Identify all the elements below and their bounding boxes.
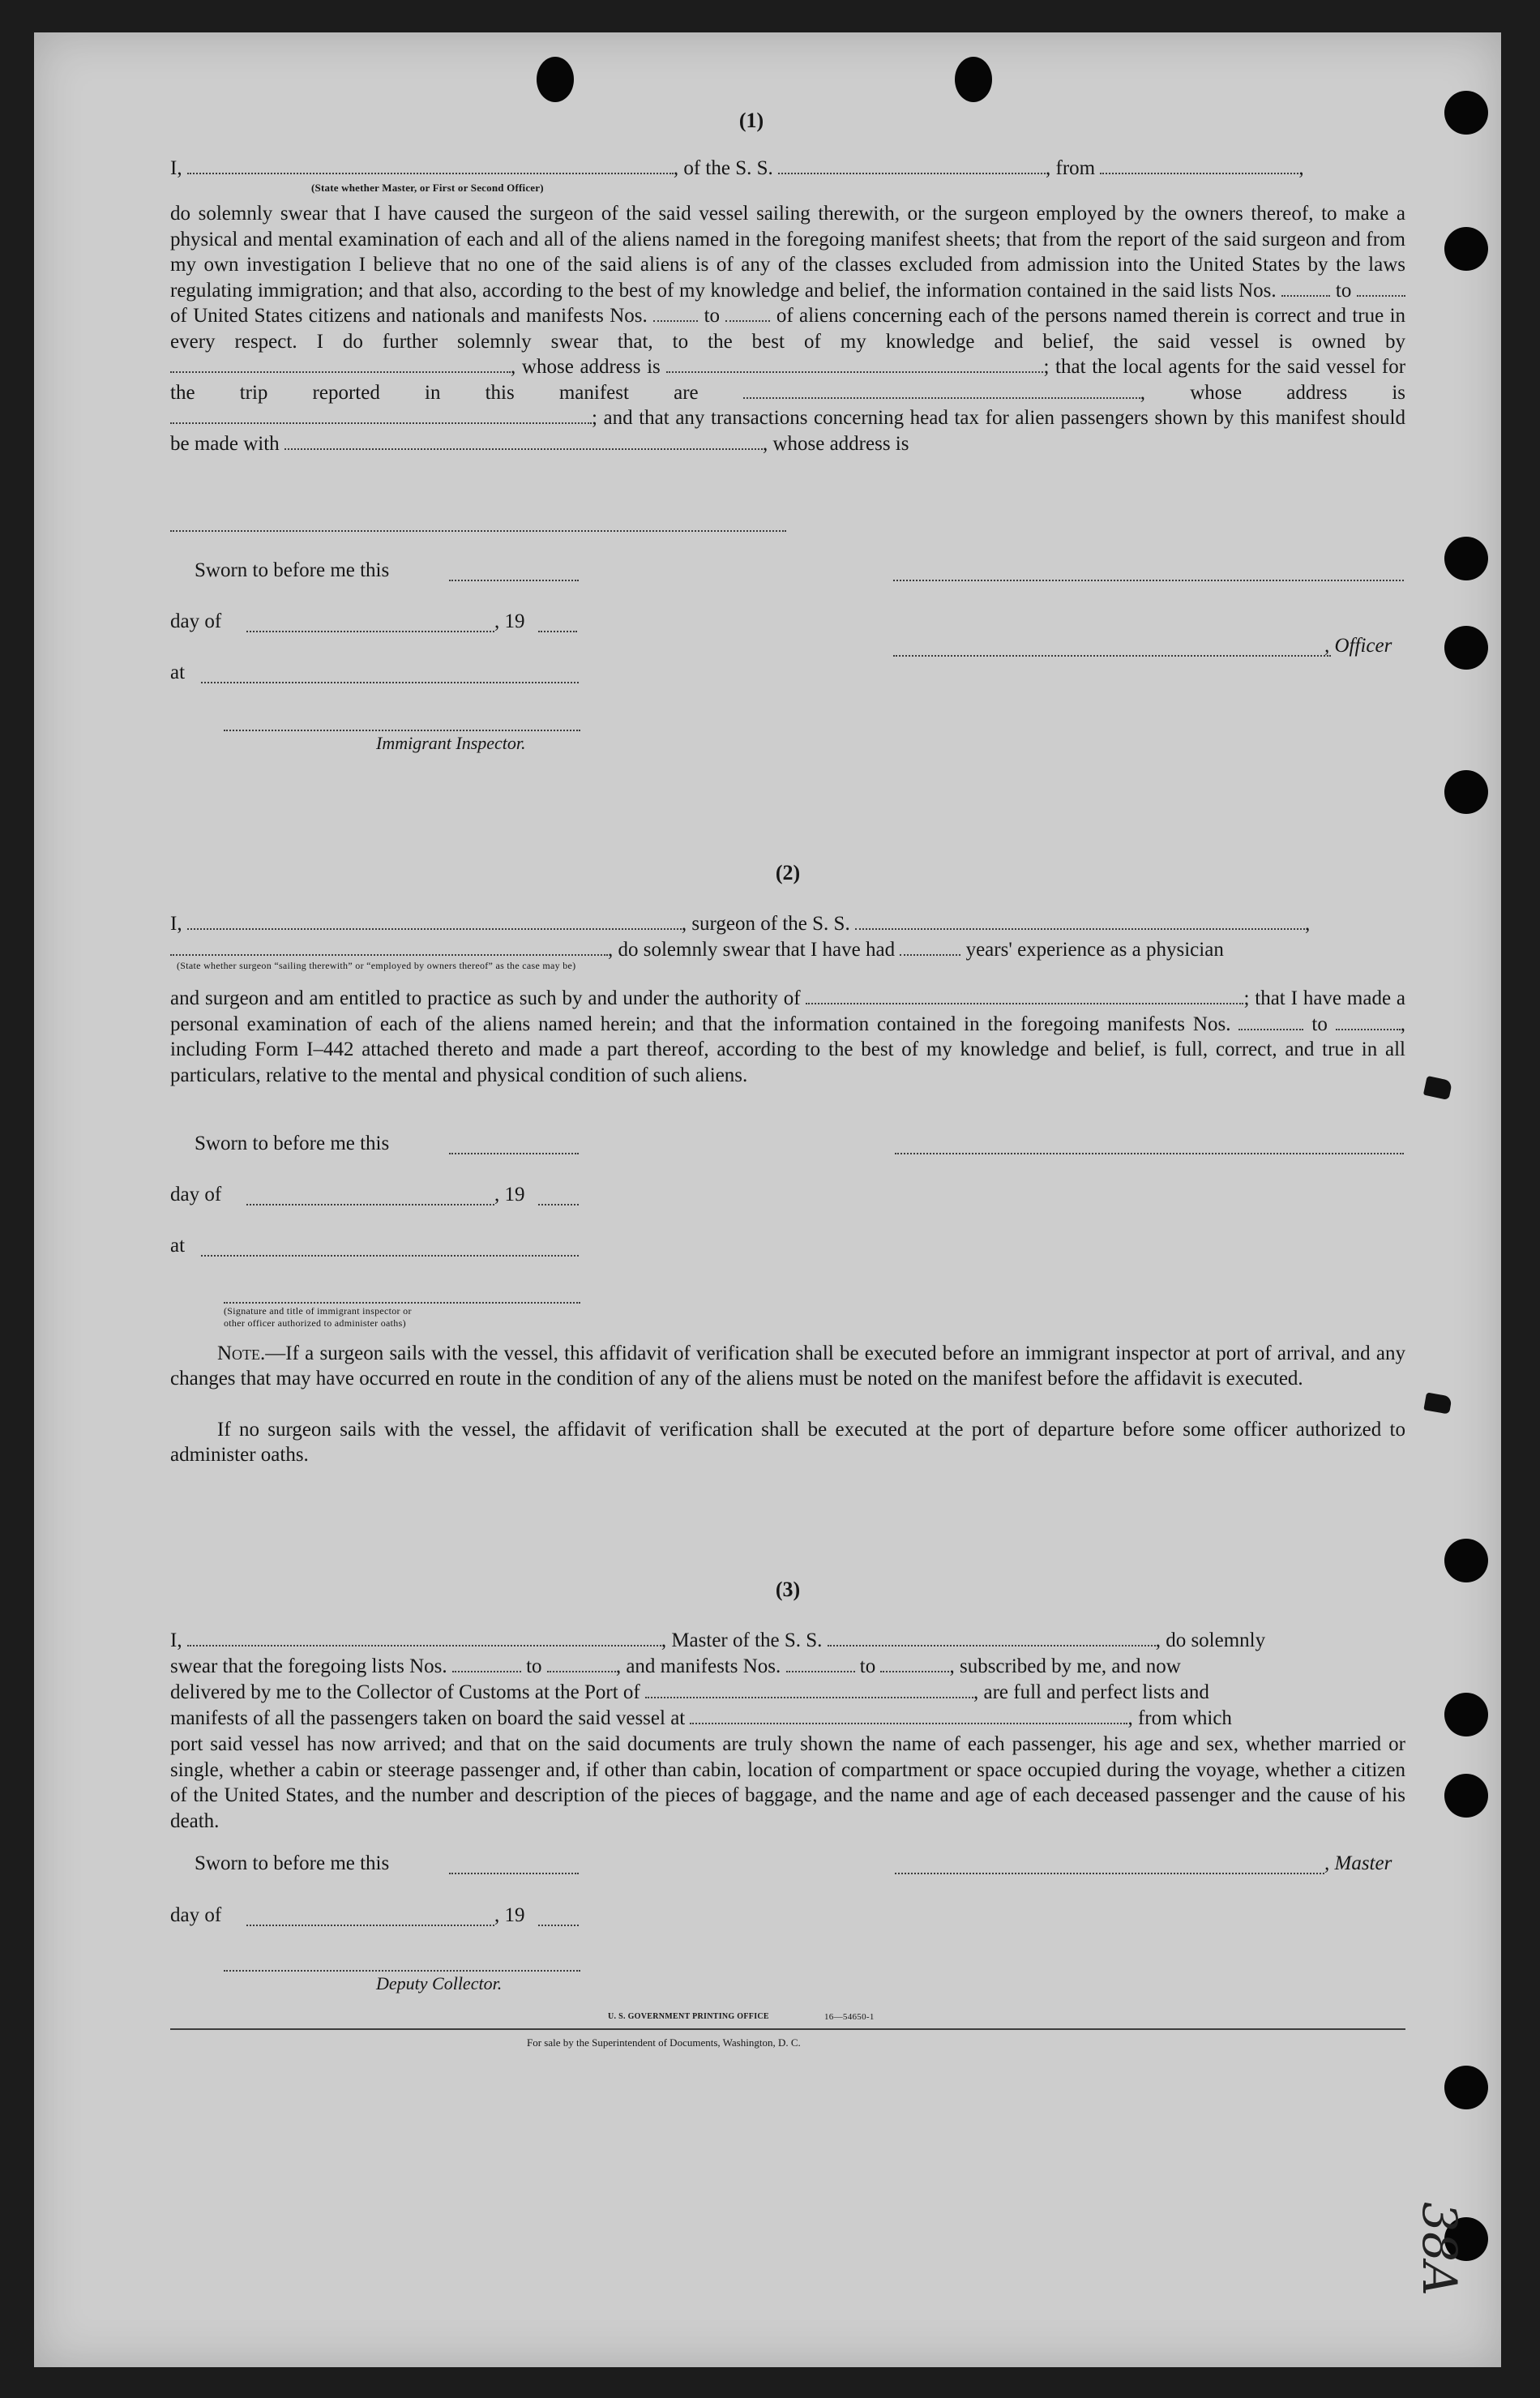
officer-signature-field-1[interactable] — [893, 580, 1404, 581]
sworn-label: Sworn to before me this — [195, 559, 390, 581]
year-label-3: , 19 — [494, 1904, 525, 1926]
punch-hole — [955, 57, 992, 102]
owner-field[interactable] — [170, 355, 511, 373]
authority-field[interactable] — [806, 987, 1243, 1004]
years-experience-field[interactable] — [900, 938, 960, 956]
margin-note: 38A — [1412, 2202, 1468, 2296]
day-of-label-3: day of — [170, 1904, 222, 1926]
section-3-second-line: swear that the foregoing lists Nos. to , and manifests Nos. to , subscribed by me, and now — [170, 1655, 1181, 1677]
year-label-2: , 19 — [494, 1184, 525, 1205]
at-label: at — [170, 662, 186, 683]
at-place-field-2[interactable] — [201, 1255, 579, 1257]
section-3-third-line: delivered by me to the Collector of Customs at the Port of , are full and perfect lists and — [170, 1681, 1209, 1703]
gpo-imprint: U. S. GOVERNMENT PRINTING OFFICE — [608, 2012, 769, 2021]
sig-note-2: other officer authorized to administer oaths) — [224, 1317, 406, 1329]
day-of-month-field[interactable] — [246, 631, 494, 632]
footer-rule — [170, 2028, 1405, 2030]
master-signature-field[interactable] — [895, 1873, 1324, 1874]
section-1-heading: (1) — [738, 109, 764, 132]
tab-marker — [1423, 1076, 1452, 1100]
local-agents-field[interactable] — [743, 381, 1140, 399]
section-1-oath-text: do solemnly swear that I have caused the surgeon of the said vessel sailing therewith, or the surgeon employed by the owners thereof, to make a physical and mental examination of each and all of the aliens named in the foregoing manifest sheets; that from the report of the said surgeon and from my own investigation I believe that no one of the said aliens is of any of the classes excluded from admission into the United States by the laws regulating immigration; and that also, according to the best of my knowledge and belief, the information contained in the said lists Nos. to of United States citizens and nationals and manifests Nos. to of aliens concerning each of the persons named therein is correct and true in every respect. I do further solemnly swear that, to the best of my knowledge and belief, the said vessel is owned by , whose address is ; that the local agents for the said vessel for the trip reported in this manifest are , whose address is ; and that any transactions concerning head tax for alien passengers shown by this manifest should be made with , whose address is — [170, 203, 1406, 455]
year-field-2[interactable] — [538, 1204, 579, 1205]
lists-to-field[interactable] — [1357, 279, 1405, 297]
punch-hole — [1444, 1539, 1488, 1582]
surgeon-signature-field[interactable] — [895, 1153, 1404, 1154]
manifests-to-field[interactable] — [725, 304, 770, 322]
section-1-first-line: I, , of the S. S. , from , — [170, 157, 1304, 179]
sworn-label-3: Sworn to before me this — [195, 1852, 390, 1874]
section-2-heading: (2) — [775, 861, 801, 884]
punch-hole — [1444, 537, 1488, 580]
port-of-arrival-field[interactable] — [645, 1681, 973, 1698]
at-label-2: at — [170, 1235, 186, 1257]
punch-hole — [1444, 1693, 1488, 1736]
form-number: 16—54650-1 — [824, 2012, 875, 2022]
surgeon-status-field[interactable] — [170, 938, 608, 956]
surgeon-vessel-field[interactable] — [855, 912, 1305, 930]
section-3-fourth-line: manifests of all the passengers taken on board the said vessel at , from which — [170, 1707, 1232, 1729]
punch-hole — [1444, 91, 1488, 135]
sig-note-1: (Signature and title of immigrant inspector or — [224, 1305, 412, 1317]
sworn-day-field-3[interactable] — [449, 1873, 579, 1874]
lists-to-field-3[interactable] — [547, 1655, 616, 1672]
punch-hole — [1444, 227, 1488, 271]
sale-notice: For sale by the Superintendent of Documents, Washington, D. C. — [527, 2036, 801, 2049]
sworn-label-2: Sworn to before me this — [195, 1133, 390, 1154]
day-of-label-2: day of — [170, 1184, 222, 1205]
collector-signature-field[interactable] — [224, 1970, 580, 1972]
surgeon-manifests-from-field[interactable] — [1238, 1013, 1303, 1030]
punch-hole — [1444, 1774, 1488, 1818]
section-2-oath-text: and surgeon and am entitled to practice as such by and under the authority of ; that I have made a personal examination of each of the aliens named herein; and that the information contained in the foregoing manifests Nos. to , including Form I–442 attached thereto and made a part thereof, according to the best of my knowledge and belief, is full, correct, and true in all particulars, relative to the mental and physical condition of such aliens. — [170, 987, 1406, 1086]
day-of-month-field-2[interactable] — [246, 1204, 494, 1205]
punch-hole — [1444, 2066, 1488, 2109]
section-3-first-line: I, , Master of the S. S. , do solemnly — [170, 1629, 1266, 1651]
year-field[interactable] — [538, 631, 577, 632]
tab-marker — [1423, 1392, 1452, 1414]
from-port-field[interactable] — [1100, 156, 1298, 174]
punch-hole — [537, 57, 574, 102]
officer-signature-field-2[interactable] — [893, 655, 1331, 657]
day-of-month-field-3[interactable] — [246, 1925, 494, 1926]
inspector-signature-field[interactable] — [224, 730, 580, 731]
lists-from-field-3[interactable] — [452, 1655, 521, 1672]
agents-address-field[interactable] — [170, 406, 592, 424]
document-page — [34, 32, 1501, 2367]
master-label: , Master — [1324, 1852, 1392, 1874]
punch-hole — [1444, 770, 1488, 814]
master-vessel-field[interactable] — [828, 1629, 1156, 1646]
section-2-second-line: , do solemnly swear that I have had years' experience as a physician — [170, 937, 1405, 963]
surgeon-name-field[interactable] — [187, 912, 682, 930]
day-of-label: day of — [170, 610, 222, 632]
owner-address-field[interactable] — [666, 355, 1043, 373]
section-3-oath-text: port said vessel has now arrived; and that on the said documents are truly shown the name of each passenger, his age and sex, whether married or single, whether a cabin or steerage passenger and, if other than cabin, location of compartment or space occupied during the voyage, whether a citizen of the United States, and the number and description of the pieces of baggage, and the name and age of each deceased passenger and the cause of his death. — [170, 1733, 1405, 1832]
surgeon-manifests-to-field[interactable] — [1336, 1013, 1401, 1030]
head-tax-party-field[interactable] — [284, 432, 763, 450]
section-2-first-line: I, , surgeon of the S. S. , — [170, 913, 1311, 935]
surgeon-role-note: (State whether surgeon “sailing therewith” or “employed by owners thereof” as the case may be) — [177, 960, 576, 971]
note-paragraph-2: If no surgeon sails with the vessel, the affidavit of verification shall be executed at the port of departure before some officer authorized to administer oaths. — [170, 1419, 1405, 1466]
head-tax-address-field[interactable] — [170, 530, 786, 532]
sworn-day-field[interactable] — [449, 580, 579, 581]
manifests-from-field-3[interactable] — [786, 1655, 855, 1672]
officer-label: , Officer — [1324, 635, 1392, 657]
year-field-3[interactable] — [538, 1925, 579, 1926]
port-of-embarkation-field[interactable] — [690, 1706, 1127, 1724]
year-label: , 19 — [494, 610, 525, 632]
note-paragraph: Note.—If a surgeon sails with the vessel, this affidavit of verification shall be executed before an immigrant inspector at port of arrival, and any changes that may have occurred en route in the condition of any of the aliens must be noted on the manifest before the affidavit is executed. — [170, 1342, 1405, 1390]
sworn-day-field-2[interactable] — [449, 1153, 579, 1154]
master-name-field-3[interactable] — [187, 1629, 661, 1646]
at-place-field[interactable] — [201, 682, 579, 683]
section-3-heading: (3) — [775, 1578, 801, 1601]
role-note: (State whether Master, or First or Second Officer) — [311, 182, 544, 194]
manifests-from-field[interactable] — [653, 304, 698, 322]
lists-from-field[interactable] — [1281, 279, 1330, 297]
officer-signature-field-3[interactable] — [224, 1302, 580, 1304]
master-name-field[interactable] — [187, 156, 674, 174]
inspector-label: Immigrant Inspector. — [376, 733, 526, 753]
manifests-to-field-3[interactable] — [880, 1655, 949, 1672]
vessel-name-field[interactable] — [778, 156, 1046, 174]
punch-hole — [1444, 626, 1488, 670]
collector-label: Deputy Collector. — [376, 1973, 503, 1993]
